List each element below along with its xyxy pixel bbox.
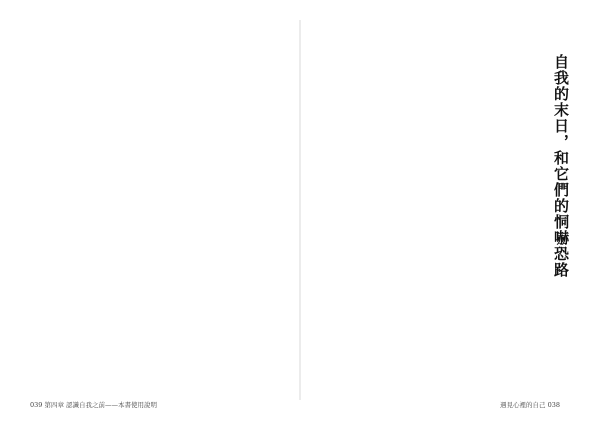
text-column (71, 54, 81, 372)
text-column (42, 54, 52, 372)
text-column (214, 54, 224, 372)
text-column (176, 54, 186, 372)
text-column (253, 54, 263, 372)
text-column (205, 54, 215, 372)
left-page-footer: 039 第四章 認識自我之前——本書使用說明 (30, 401, 158, 409)
text-column (90, 54, 100, 372)
text-column (138, 54, 148, 372)
left-page-text (28, 54, 272, 372)
text-column (51, 54, 61, 372)
text-column (128, 54, 138, 372)
text-column (262, 54, 272, 372)
text-column (80, 54, 90, 372)
text-column (166, 54, 176, 372)
text-column (99, 54, 109, 372)
text-column (234, 54, 244, 372)
book-gutter (299, 20, 301, 400)
text-column (61, 54, 71, 372)
text-column (147, 54, 157, 372)
text-column (119, 54, 129, 372)
text-column (195, 54, 205, 372)
text-column (157, 54, 167, 372)
text-column (186, 54, 196, 372)
text-column (109, 54, 119, 372)
right-page-footer: 遇見心裡的自己 038 (500, 401, 560, 409)
text-column (243, 54, 253, 372)
text-column (224, 54, 234, 372)
chapter-heading: 自我的末日，和它們的恫嚇恐路 (552, 54, 570, 278)
